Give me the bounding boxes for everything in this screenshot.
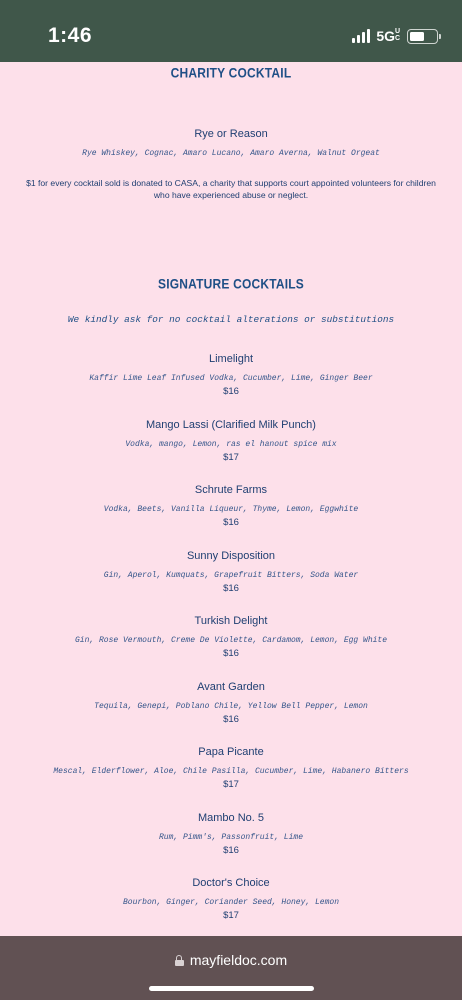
item-name: Mambo No. 5 <box>197 812 265 824</box>
item-name: Mango Lassi (Clarified Milk Punch) <box>146 419 316 431</box>
menu-page <box>0 62 462 936</box>
item-price: $16 <box>223 714 239 725</box>
item-ingredients: Gin, Rose Vermouth, Creme De Violette, Cardamom, Lemon, Egg White <box>74 636 388 645</box>
address-field[interactable] <box>0 952 462 968</box>
menu-item <box>0 484 462 528</box>
charity-note: $1 for every cocktail sold is donated to CASA, a charity that supports court appointed volunteers for children who have experienced abuse or neglect. <box>26 178 436 200</box>
menu-item <box>0 353 462 397</box>
lock-icon <box>175 955 184 966</box>
network-suffix: UC <box>395 28 401 42</box>
item-ingredients: Bourbon, Ginger, Coriander Seed, Honey, Lemon <box>122 898 340 907</box>
charity-section-title: CHARITY COCKTAIL <box>170 64 292 82</box>
browser-url-bar <box>0 936 462 1000</box>
status-bar <box>0 0 462 62</box>
item-name: Sunny Disposition <box>186 550 276 562</box>
item-name: Rye or Reason <box>194 128 268 140</box>
item-price: $16 <box>223 386 239 397</box>
item-price: $16 <box>223 583 239 594</box>
menu-item <box>0 419 462 463</box>
item-ingredients: Tequila, Genepi, Poblano Chile, Yellow Bell Pepper, Lemon <box>94 702 368 711</box>
item-ingredients: Rye Whiskey, Cognac, Amaro Lucano, Amaro Averna, Walnut Orgeat <box>82 149 380 158</box>
status-indicators <box>352 27 438 45</box>
item-name: Avant Garden <box>197 681 265 693</box>
item-ingredients: Vodka, Beets, Vanilla Liqueur, Thyme, Lemon, Eggwhite <box>103 505 359 514</box>
battery-icon <box>407 29 438 44</box>
item-name: Schrute Farms <box>194 484 268 496</box>
item-ingredients: Kaffir Lime Leaf Infused Vodka, Cucumber, Lime, Ginger Beer <box>89 374 373 383</box>
menu-item <box>0 812 462 856</box>
url-text[interactable]: mayfieldoc.com <box>189 952 288 968</box>
menu-item <box>0 615 462 659</box>
menu-item <box>0 681 462 725</box>
no-alterations-disclaimer: We kindly ask for no cocktail alterations or substitutions <box>67 314 395 325</box>
item-name: Limelight <box>208 353 254 365</box>
item-ingredients: Rum, Pimm's, Passonfruit, Lime <box>158 833 304 842</box>
item-name: Papa Picante <box>198 746 264 758</box>
home-indicator[interactable] <box>149 986 314 991</box>
item-name: Turkish Delight <box>194 615 268 627</box>
item-price: $17 <box>223 452 239 463</box>
item-price: $17 <box>223 910 239 921</box>
item-ingredients: Gin, Aperol, Kumquats, Grapefruit Bitters, Soda Water <box>103 571 359 580</box>
item-ingredients: Mescal, Elderflower, Aloe, Chile Pasilla, Cucumber, Lime, Habanero Bitters <box>53 767 409 776</box>
item-price: $16 <box>223 648 239 659</box>
item-ingredients: Vodka, mango, Lemon, ras el hanout spice mix <box>125 440 337 449</box>
cellular-signal-icon <box>352 29 370 43</box>
item-price: $17 <box>223 779 239 790</box>
charity-item <box>0 128 462 158</box>
signature-section-title: SIGNATURE COCKTAILS <box>157 275 305 293</box>
menu-item <box>0 877 462 921</box>
network-type: 5GUC <box>376 28 401 44</box>
menu-item <box>0 550 462 594</box>
status-time: 1:46 <box>48 24 93 47</box>
item-price: $16 <box>223 845 239 856</box>
menu-item <box>0 746 462 790</box>
item-price: $16 <box>223 517 239 528</box>
item-name: Doctor's Choice <box>192 877 270 889</box>
